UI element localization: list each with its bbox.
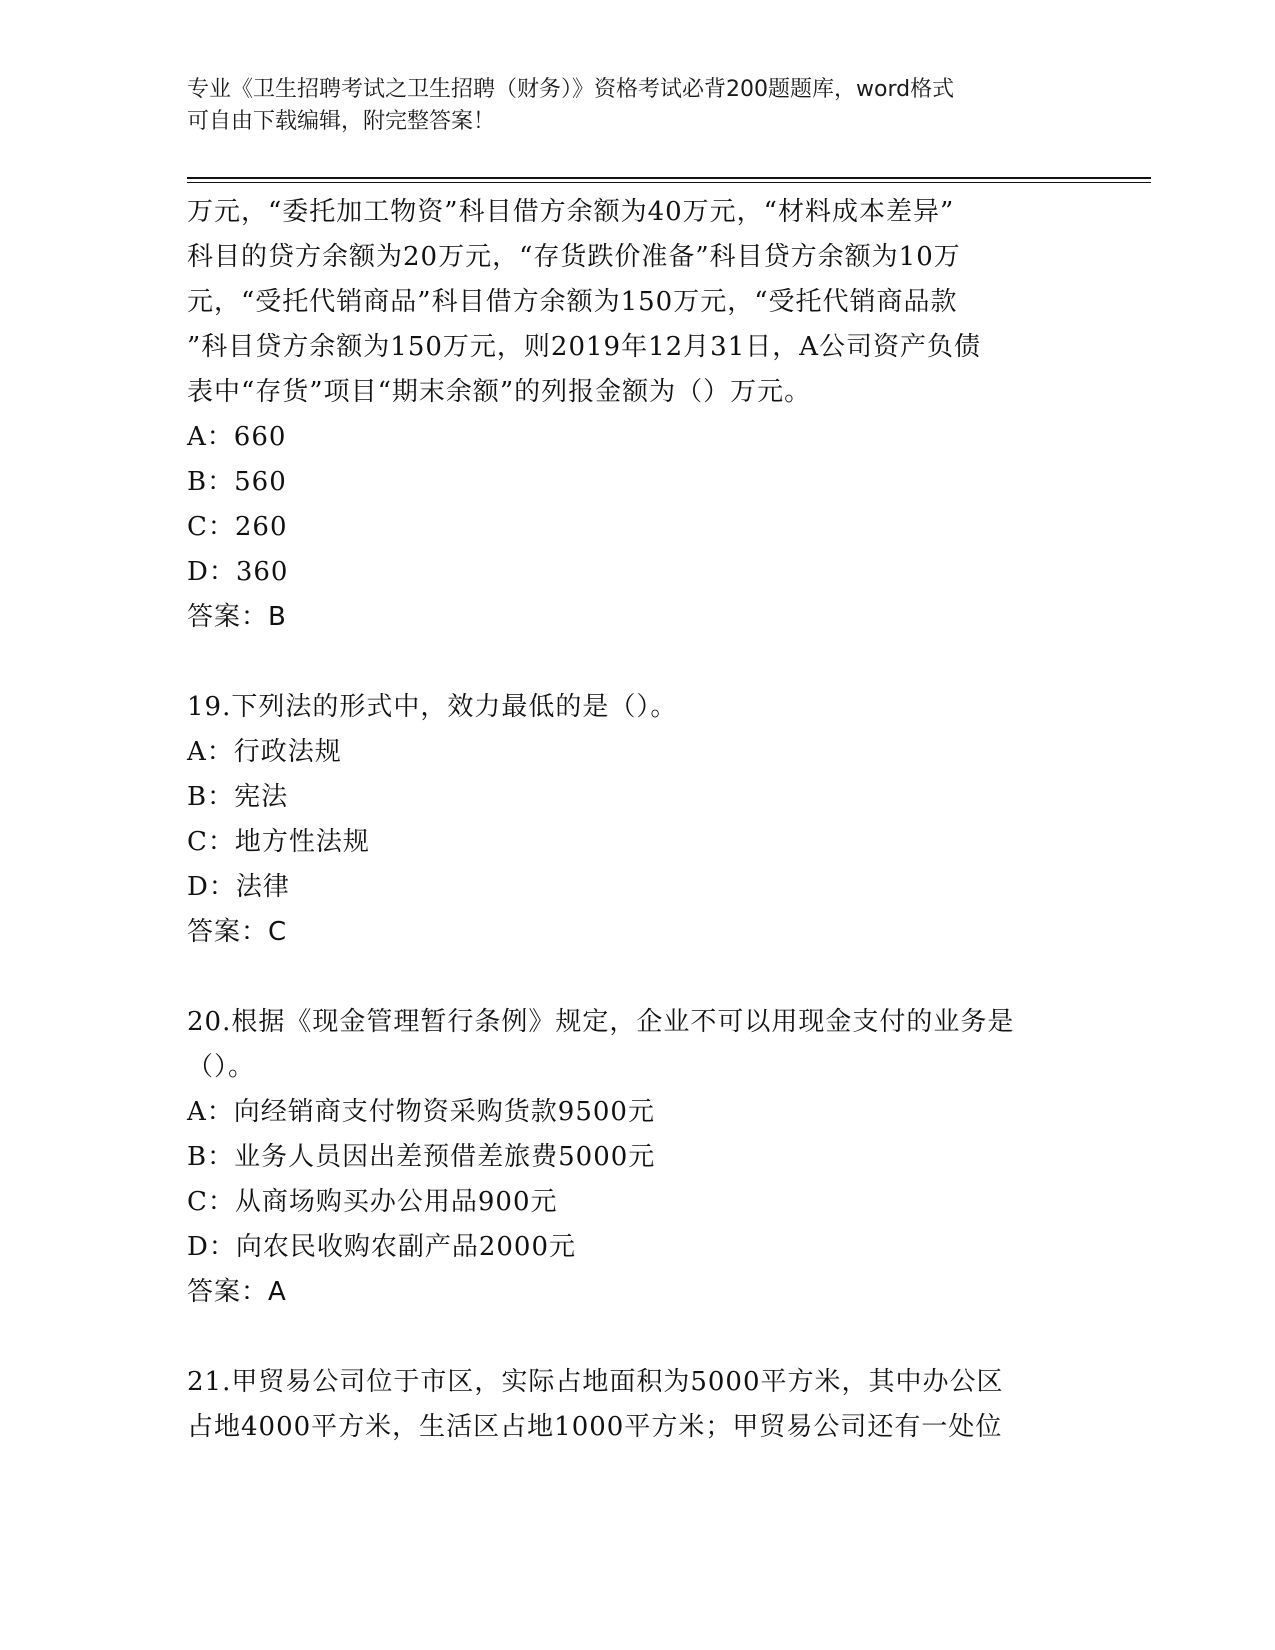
option-a: A：行政法规 (187, 737, 342, 767)
document-body (187, 190, 1087, 1450)
answer: 答案：A (187, 1277, 287, 1307)
question-text-line: 科目的贷方余额为20万元，“存货跌价准备”科目贷方余额为10万 (187, 242, 961, 272)
header-line-2: 可自由下载编辑，附完整答案！ (187, 109, 496, 134)
option-d: D：360 (187, 557, 289, 587)
option-b: B：宪法 (187, 782, 289, 812)
question-text-line: 占地4000平方米，生活区占地1000平方米；甲贸易公司还有一处位 (187, 1412, 1003, 1442)
spacer (187, 1315, 1087, 1360)
option-a: A：660 (187, 422, 287, 452)
question-text-line: 元，“受托代销商品”科目借方余额为150万元，“受托代销商品款 (187, 287, 958, 317)
question-text-line: 表中“存货”项目“期末余额”的列报金额为（）万元。 (187, 377, 812, 407)
question-text-line: 19.下列法的形式中，效力最低的是（）。 (187, 692, 678, 722)
option-d: D：向农民收购农副产品2000元 (187, 1232, 577, 1262)
question-text-line: （）。 (187, 1052, 256, 1082)
question-text-line: 21.甲贸易公司位于市区，实际占地面积为5000平方米，其中办公区 (187, 1367, 1004, 1397)
option-a: A：向经销商支付物资采购货款9500元 (187, 1097, 655, 1127)
document-header (187, 74, 1067, 138)
option-c: C：260 (187, 512, 288, 542)
spacer (187, 955, 1087, 1000)
answer: 答案：B (187, 602, 287, 632)
option-b: B：业务人员因出差预借差旅费5000元 (187, 1142, 656, 1172)
question-21 (187, 1360, 1087, 1450)
header-line-1: 专业《卫生招聘考试之卫生招聘（财务）》资格考试必背200题题库，word格式 (187, 77, 955, 102)
question-18 (187, 190, 1087, 640)
option-b: B：560 (187, 467, 287, 497)
question-text-line: 万元，“委托加工物资”科目借方余额为40万元，“材料成本差异” (187, 197, 955, 227)
header-rule-thick (187, 177, 1151, 179)
option-c: C：地方性法规 (187, 827, 370, 857)
answer: 答案：C (187, 917, 288, 947)
header-rule-thin (187, 182, 1151, 183)
question-text-line: 20.根据《现金管理暂行条例》规定，企业不可以用现金支付的业务是 (187, 1007, 1015, 1037)
spacer (187, 640, 1087, 685)
option-d: D：法律 (187, 872, 290, 902)
question-19 (187, 685, 1087, 955)
option-c: C：从商场购买办公用品900元 (187, 1187, 558, 1217)
question-20 (187, 1000, 1087, 1315)
question-text-line: ”科目贷方余额为150万元，则2019年12月31日，A公司资产负债 (187, 332, 982, 362)
